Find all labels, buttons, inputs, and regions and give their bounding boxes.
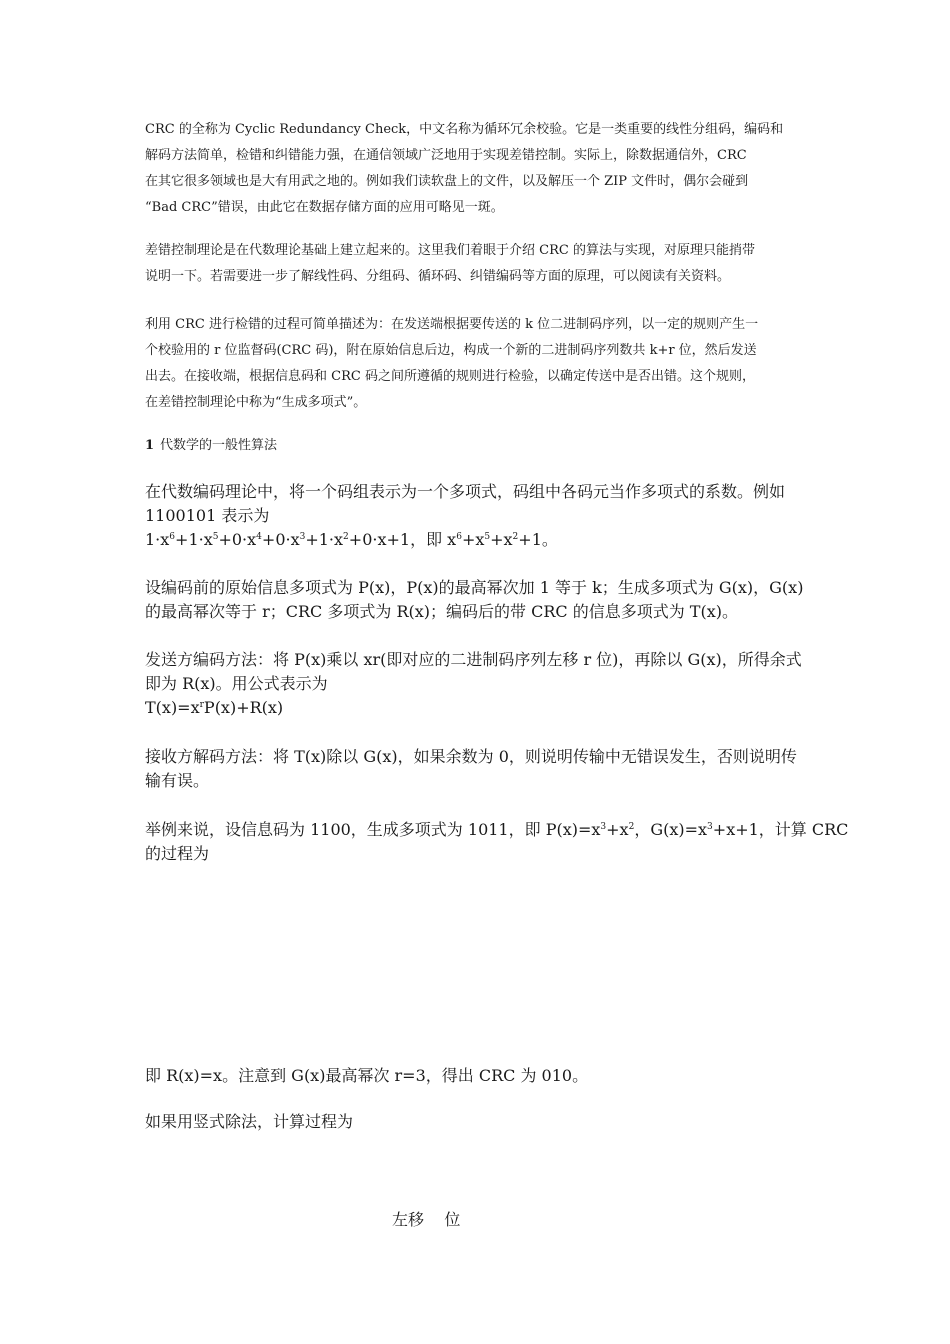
text-line: 设编码前的原始信息多项式为 P(x)，P(x)的最高幂次加 1 等于 k；生成多项式为 G(x)，G(x)	[145, 578, 804, 597]
example-line: 举例来说，设信息码为 1100，生成多项式为 1011，即 $P(x)=x^3+x^2$，$G(x)=x^3+x+1$，计算 CRC	[145, 820, 849, 839]
paragraph-long-division	[145, 1110, 810, 1134]
text-line: 在差错控制理论中称为“生成多项式”。	[145, 395, 367, 410]
text-line: 出去。在接收端，根据信息码和 CRC 码之间所遵循的规则进行检验，以确定传送中是否出错。这个规则，	[145, 369, 755, 384]
paragraph-definitions	[145, 576, 810, 624]
section-heading	[145, 436, 277, 456]
text-line: “Bad CRC”错误，由此它在数据存储方面的应用可略见一斑。	[145, 200, 504, 215]
section-number: 1	[145, 438, 155, 453]
text-line: 的最高幂次等于 r；CRC 多项式为 R(x)；编码后的带 CRC 的信息多项式为 T(x)。	[145, 602, 738, 621]
paragraph-polynomial-representation	[145, 480, 810, 552]
polynomial-formula: $1\cdot x^6+1\cdot x^5+0\cdot x^4+0\cdot x^3+1\cdot x^2+0\cdot x+1$，即 $x^6+x^5+x^2+1$。	[145, 530, 558, 549]
formula-note: 即	[426, 530, 443, 549]
paragraph-crc-intro	[145, 117, 810, 221]
text-line: CRC 的全称为 Cyclic Redundancy Check，中文名称为循环冗余校验。它是一类重要的线性分组码，编码和	[145, 122, 784, 137]
paragraph-sender-encoding	[145, 648, 810, 720]
paragraph-crc-process	[145, 312, 810, 416]
text-line: 1100101 表示为	[145, 506, 270, 525]
paragraph-result	[145, 1064, 810, 1088]
text-line: 即 R(x)=x。注意到 G(x)最高幂次 r=3，得出 CRC 为 010。	[145, 1066, 589, 1085]
text-line: 发送方编码方法：将 P(x)乘以 xr(即对应的二进制码序列左移 r 位)，再除以 G(x)，所得余式	[145, 650, 802, 669]
text-line: 解码方法简单，检错和纠错能力强，在通信领域广泛地用于实现差错控制。实际上，除数据通信外，CRC	[145, 148, 747, 163]
text-line: 在代数编码理论中，将一个码组表示为一个多项式，码组中各码元当作多项式的系数。例如	[145, 482, 786, 501]
text-line: 输有误。	[145, 771, 210, 790]
paragraph-error-control-theory	[145, 238, 810, 290]
text-line: 的过程为	[145, 844, 210, 863]
paragraph-example	[145, 818, 849, 866]
text-line: 接收方解码方法：将 T(x)除以 G(x)，如果余数为 0，则说明传输中无错误发生，否则说明传	[145, 747, 797, 766]
encoding-formula: $T(x)=x^rP(x)+R(x)$	[145, 698, 284, 717]
text-line: 说明一下。若需要进一步了解线性码、分组码、循环码、纠错编码等方面的原理，可以阅读有关资料。	[145, 269, 731, 284]
text-line: 即为 R(x)。用公式表示为	[145, 674, 328, 693]
text-line: 差错控制理论是在代数理论基础上建立起来的。这里我们着眼于介绍 CRC 的算法与实现，对原理只能捎带	[145, 243, 755, 258]
text-line: 利用 CRC 进行检错的过程可简单描述为：在发送端根据要传送的 k 位二进制码序列，以一定的规则产生一	[145, 317, 759, 332]
text-line: 在其它很多领域也是大有用武之地的。例如我们读软盘上的文件，以及解压一个 ZIP 文件时，偶尔会碰到	[145, 174, 749, 189]
figure-label-shift: 左移 位	[392, 1210, 461, 1229]
section-title: 代数学的一般性算法	[160, 438, 278, 453]
paragraph-receiver-decoding	[145, 745, 810, 793]
text-line: 如果用竖式除法，计算过程为	[145, 1112, 354, 1131]
text-line: 个校验用的 r 位监督码(CRC 码)，附在原始信息后边，构成一个新的二进制码序列数共 k+r 位，然后发送	[145, 343, 757, 358]
formula-start: 1·x	[145, 530, 170, 549]
